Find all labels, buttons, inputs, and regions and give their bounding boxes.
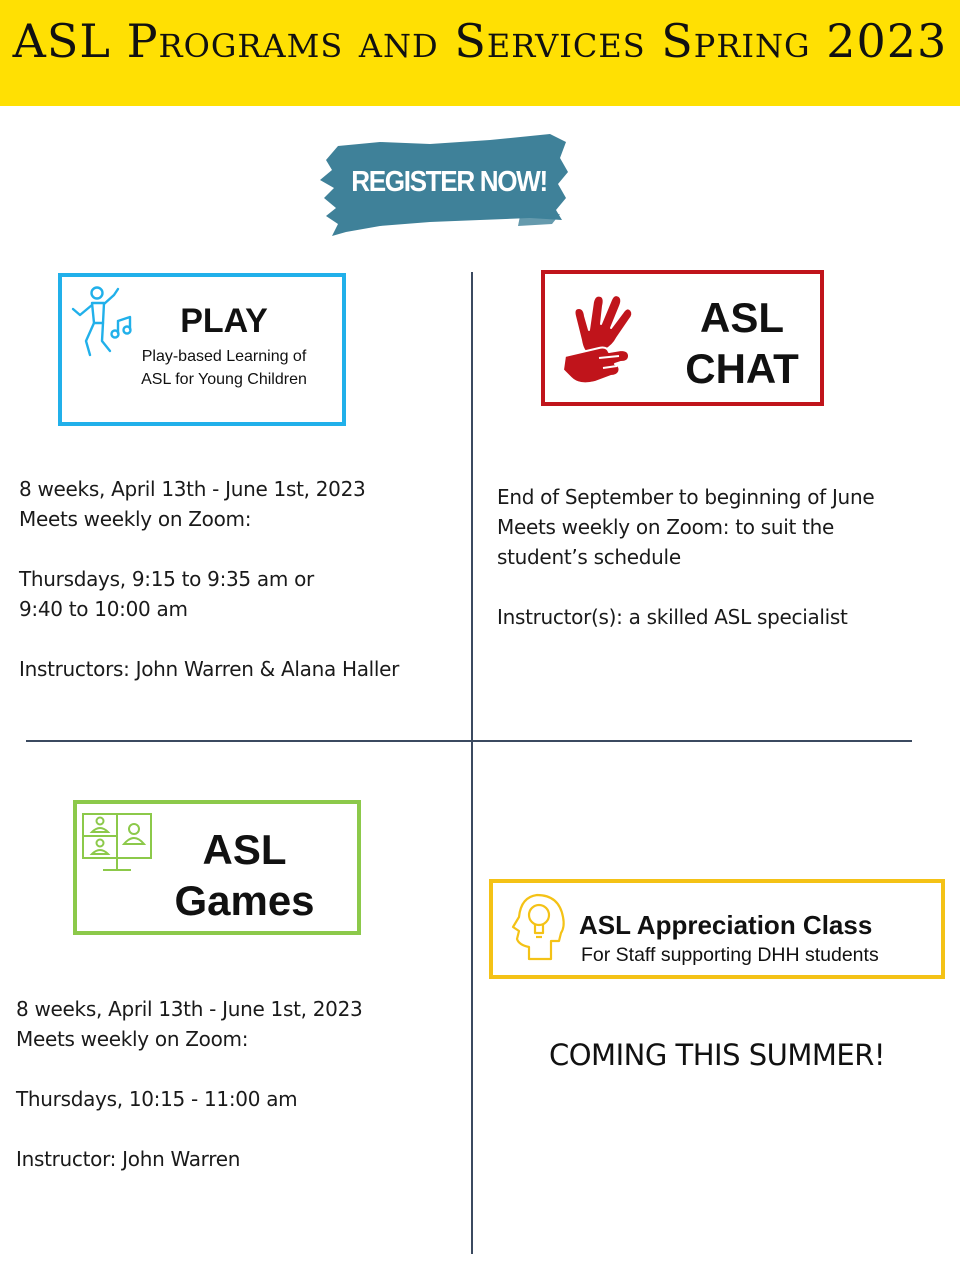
detail-line: Thursdays, 9:15 to 9:35 am or xyxy=(19,567,314,591)
register-now-button[interactable] xyxy=(320,132,570,236)
detail-line: Meets weekly on Zoom: xyxy=(16,1027,249,1051)
detail-line: Instructors: John Warren & Alana Haller xyxy=(19,657,400,681)
detail-line: Instructor: John Warren xyxy=(16,1147,241,1171)
horizontal-divider xyxy=(26,740,912,742)
play-program-card xyxy=(58,273,346,426)
asl-games-title-line2: Games xyxy=(174,877,315,924)
detail-line: Instructor(s): a skilled ASL specialist xyxy=(497,605,848,629)
asl-games-details xyxy=(16,994,362,1174)
detail-line: 9:40 to 10:00 am xyxy=(19,597,188,621)
detail-line: 8 weeks, April 13th - June 1st, 2023 xyxy=(16,997,363,1021)
detail-line: student’s schedule xyxy=(497,545,681,569)
detail-line: Meets weekly on Zoom: xyxy=(19,507,252,531)
asl-games-title xyxy=(157,824,332,926)
detail-line xyxy=(497,572,874,602)
detail-line xyxy=(19,624,399,654)
detail-line xyxy=(16,1114,362,1144)
asl-chat-title-line1: ASL xyxy=(700,294,784,341)
play-details xyxy=(19,474,399,684)
play-title: PLAY xyxy=(180,302,268,340)
detail-line xyxy=(16,1054,362,1084)
asl-chat-title-line2: CHAT xyxy=(685,345,799,392)
signing-hands-icon xyxy=(559,288,639,393)
detail-line: 8 weeks, April 13th - June 1st, 2023 xyxy=(19,477,366,501)
asl-appreciation-title: ASL Appreciation Class xyxy=(579,910,873,940)
detail-line: Meets weekly on Zoom: to suit the xyxy=(497,515,835,539)
asl-games-program-card xyxy=(73,800,361,935)
detail-line: Thursdays, 10:15 - 11:00 am xyxy=(16,1087,298,1111)
play-subtitle-line2: ASL for Young Children xyxy=(141,371,307,388)
register-label: REGISTER NOW! xyxy=(351,166,547,198)
asl-chat-details xyxy=(497,482,874,632)
asl-chat-program-card xyxy=(541,270,824,406)
asl-games-title-line1: ASL xyxy=(202,826,287,873)
video-call-icon xyxy=(81,812,153,881)
vertical-divider xyxy=(471,272,473,1254)
play-subtitle-line1: Play-based Learning of xyxy=(141,348,307,365)
asl-appreciation-subtitle: For Staff supporting DHH students xyxy=(581,944,879,966)
header-banner xyxy=(0,0,960,106)
asl-appreciation-card xyxy=(489,879,945,979)
detail-line xyxy=(19,534,399,564)
play-subtitle xyxy=(118,345,330,391)
asl-chat-title xyxy=(669,292,815,394)
coming-soon-notice: COMING THIS SUMMER! xyxy=(548,1038,885,1072)
lightbulb-head-icon xyxy=(507,893,569,970)
detail-line: End of September to beginning of June xyxy=(497,485,875,509)
page-title: ASL Programs and Services Spring 2023 xyxy=(12,14,948,68)
